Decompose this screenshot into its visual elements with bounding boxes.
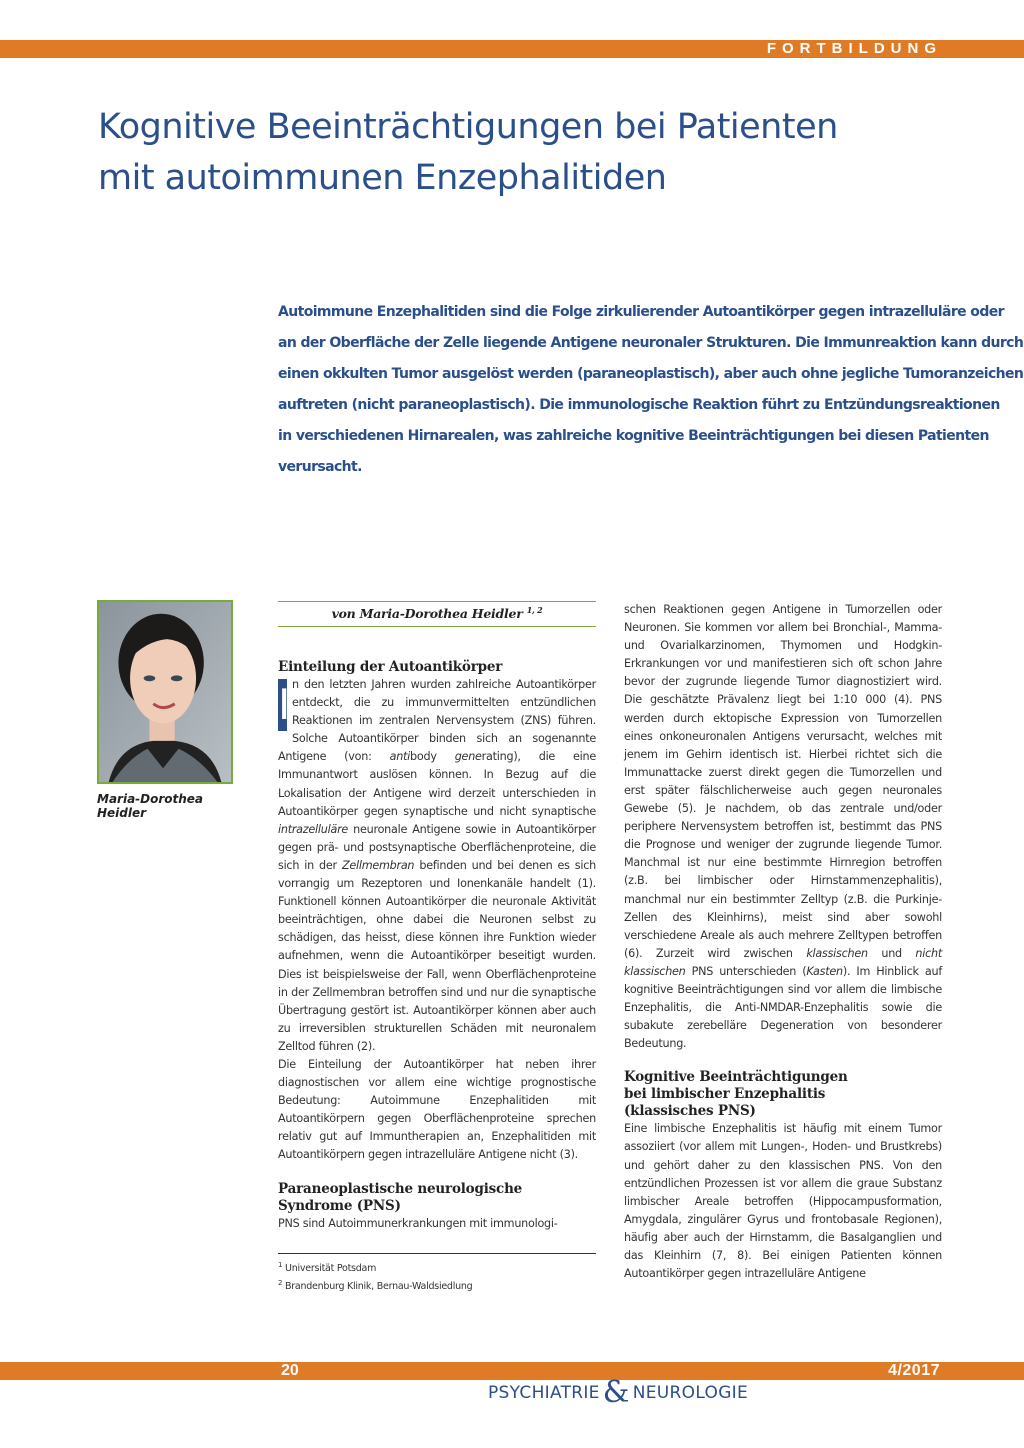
text-column-left xyxy=(278,601,596,1294)
heading-line: bei limbischer Enzephalitis xyxy=(624,1086,826,1103)
heading-line: (klassisches PNS) xyxy=(624,1103,756,1120)
journal-logo xyxy=(488,1375,749,1410)
footnote-number: 1 xyxy=(278,1260,283,1269)
journal-name-right: NEUROLOGIE xyxy=(632,1383,749,1403)
title-line: mit autoimmunen Enzephalitiden xyxy=(98,158,667,198)
lead-line: verursacht. xyxy=(278,459,362,475)
heading-line: Paraneoplastische neurologische xyxy=(278,1180,523,1197)
footnote xyxy=(278,1276,596,1294)
text-run: befinden und bei denen es sich vorrangig um Rezeptoren und Ionenkanäle handelt (1). Funktionell können Autoantikörper die neuronale Aktivität beeinträchtigen, ohne dabei die Neuronen selbst zu schädigen, das heisst, diese können ihre Funktion wieder aufnehmen, wenn die Autoantikörper beseitigt wurden. Dies ist beispielsweise der Fall, wenn Oberflächenproteine in der Zellmembran betroffen sind und nur die synaptische Übertragung gestört ist. Autoantikörper können aber auch zu irreversiblen strukturellen Schäden mit neuronalem Zelltod führen (2). xyxy=(278,858,596,1053)
heading-line: Kognitive Beeinträchtigungen xyxy=(624,1069,848,1086)
text-run: ). Im Hinblick auf kognitive Beeinträchtigungen sind vor allem die limbische Enzephalitis, die Anti-NMDAR-Enzephalitis sowie die subakute zerebelläre Degeneration von besonderer Bedeutung. xyxy=(624,964,943,1051)
footnote xyxy=(278,1258,596,1276)
paragraph: Die Einteilung der Autoantikörper hat neben ihrer diagnostischen vor allem eine wichtige prognostische Bedeutung: Autoimmune Enzephalitiden mit Autoantikörpern gegen Oberflächenproteine sprechen relativ gut auf Immuntherapien an, Enzephalitiden mit Autoantikörpern gegen intrazelluläre Antigene nicht (3). xyxy=(278,1057,596,1162)
footnote-text: Brandenburg Klinik, Bernau-Waldsiedlung xyxy=(285,1280,473,1292)
author-portrait-image xyxy=(99,602,231,782)
text-run: PNS unterschieden ( xyxy=(685,964,807,978)
text-column-right xyxy=(624,601,942,1283)
text-run: rating), die eine Immunantwort auslösen können. In Bezug auf die Lokalisation der Antigene wird derzeit unterschieden in Autoantikörper gegen synaptische und nicht synaptische xyxy=(278,750,596,818)
footnotes xyxy=(278,1253,596,1294)
article-title xyxy=(98,102,958,204)
issue-number: 4/2017 xyxy=(888,1362,940,1379)
text-run: neuronale Antigene sowie in Autoantikörper gegen prä- und postsynaptische Oberflächenproteine, die sich in der xyxy=(278,822,596,872)
lead-line: auftreten (nicht paraneoplastisch). Die immunologische Reaktion führt zu Entzündungsreaktionen xyxy=(278,397,1000,413)
title-line: Kognitive Beeinträchtigungen bei Patienten xyxy=(98,107,838,147)
italic-run: klassischen xyxy=(806,946,868,960)
author-affiliation-marks: 1, 2 xyxy=(526,604,543,615)
author-photo xyxy=(97,600,233,784)
paragraph: Eine limbische Enzephalitis ist häufig mit einem Tumor assoziiert (vor allem mit Lungen-, Hoden- und Brustkrebs) und gehört daher zu den klassischen PNS. Von den entzündlichen Prozessen ist vor allem die graue Substanz limbischer Areale betroffen (Hippocampusformation, Amygdala, zingulärer Gyrus und frontobasale Regionen), häufig aber auch der Hirnstamm, die Basalganglien und das Kleinhirn (7, 8). Bei einigen Patienten können Autoantikörper gegen intrazelluläre Antigene xyxy=(624,1122,942,1281)
author-byline xyxy=(278,601,596,627)
journal-name-left: PSYCHIATRIE xyxy=(488,1383,600,1403)
lead-paragraph xyxy=(278,297,1024,483)
italic-run: nicht klassischen xyxy=(624,946,942,978)
italic-run: Kasten xyxy=(806,964,843,978)
italic-run: intrazelluläre xyxy=(278,822,349,836)
photo-caption: Maria-Dorothea Heidler xyxy=(97,792,204,820)
author-name: von Maria-Dorothea Heidler xyxy=(331,606,523,621)
footnote-number: 2 xyxy=(278,1278,283,1287)
text-run: n den letzten Jahren wurden zahlreiche Autoantikörper entdeckt, die zu immunvermittelten entzündlichen Reaktionen im zentralen Nervensystem (ZNS) führen. Solche Autoantikörper binden sich an sogenannte Antigene (von: xyxy=(278,678,596,764)
footnote-text: Universität Potsdam xyxy=(285,1262,377,1274)
text-run: body xyxy=(410,750,455,764)
italic-run: gene xyxy=(454,750,482,764)
paragraph: PNS sind Autoimmunerkrankungen mit immunologi- xyxy=(278,1216,558,1230)
drop-cap: I xyxy=(278,680,291,729)
journal-ampersand: & xyxy=(602,1375,630,1410)
heading-line: Syndrome (PNS) xyxy=(278,1197,401,1214)
paragraph xyxy=(624,601,942,1053)
text-run: schen Reaktionen gegen Antigene in Tumorzellen oder Neuronen. Sie kommen vor allem bei Bronchial-, Mamma- und Ovarialkarzinomen, Thymomen und Hodgkin-Erkrankungen vor und manifestieren sich oft schon Jahre bevor der zugrunde liegende Tumor diagnostiziert wird. Die geschätzte Prävalenz liegt bei 1:10 000 (4). PNS werden durch ektopische Expression von Tumorzellen eines onkoneuronalen Antigens verursacht, welches mit jenem im Gehirn identisch ist. Hierbei richtet sich die Immunattacke zuerst direkt gegen die Tumorzellen und erst später fälschlicherweise auch gegen neuronales Gewebe (5). Je nachdem, ob das zentrale und/oder periphere Nervensystem betroffen ist, bestimmt das PNS die Prognose und weniger der zugrunde liegende Tumor. Manchmal ist nur eine bestimmte Hirnregion betroffen (z.B. bei limbischer oder Hirnstammenzephalitis), manchmal nur ein bestimmter Zelltyp (z.B. die Purkinje-Zellen des Kleinhirns), meist sind aber sowohl verschiedene Areale als auch mehrere Zelltypen betroffen (6). Zurzeit wird zwischen xyxy=(624,603,942,960)
lead-line: an der Oberfläche der Zelle liegende Antigene neuronaler Strukturen. Die Immunreaktion kann durch xyxy=(278,335,1024,351)
section-heading-limbisch xyxy=(624,1069,942,1120)
section-label: FORTBILDUNG xyxy=(766,40,942,57)
lead-line: in verschiedenen Hirnarealen, was zahlreiche kognitive Beeinträchtigungen bei diesen Patienten xyxy=(278,428,989,444)
lead-line: einen okkulten Tumor ausgelöst werden (paraneoplastisch), aber auch ohne jegliche Tumoranzeichen xyxy=(278,366,1024,382)
section-heading-einteilung: Einteilung der Autoantikörper xyxy=(278,659,503,675)
page-number: 20 xyxy=(281,1362,299,1379)
italic-run: anti xyxy=(389,750,411,764)
section-heading-pns xyxy=(278,1181,596,1215)
paragraph xyxy=(278,676,596,1056)
italic-run: Zellmembran xyxy=(341,858,415,872)
text-run: und xyxy=(867,946,916,960)
lead-line: Autoimmune Enzephalitiden sind die Folge zirkulierender Autoantikörper gegen intrazelluläre oder xyxy=(278,304,1004,320)
